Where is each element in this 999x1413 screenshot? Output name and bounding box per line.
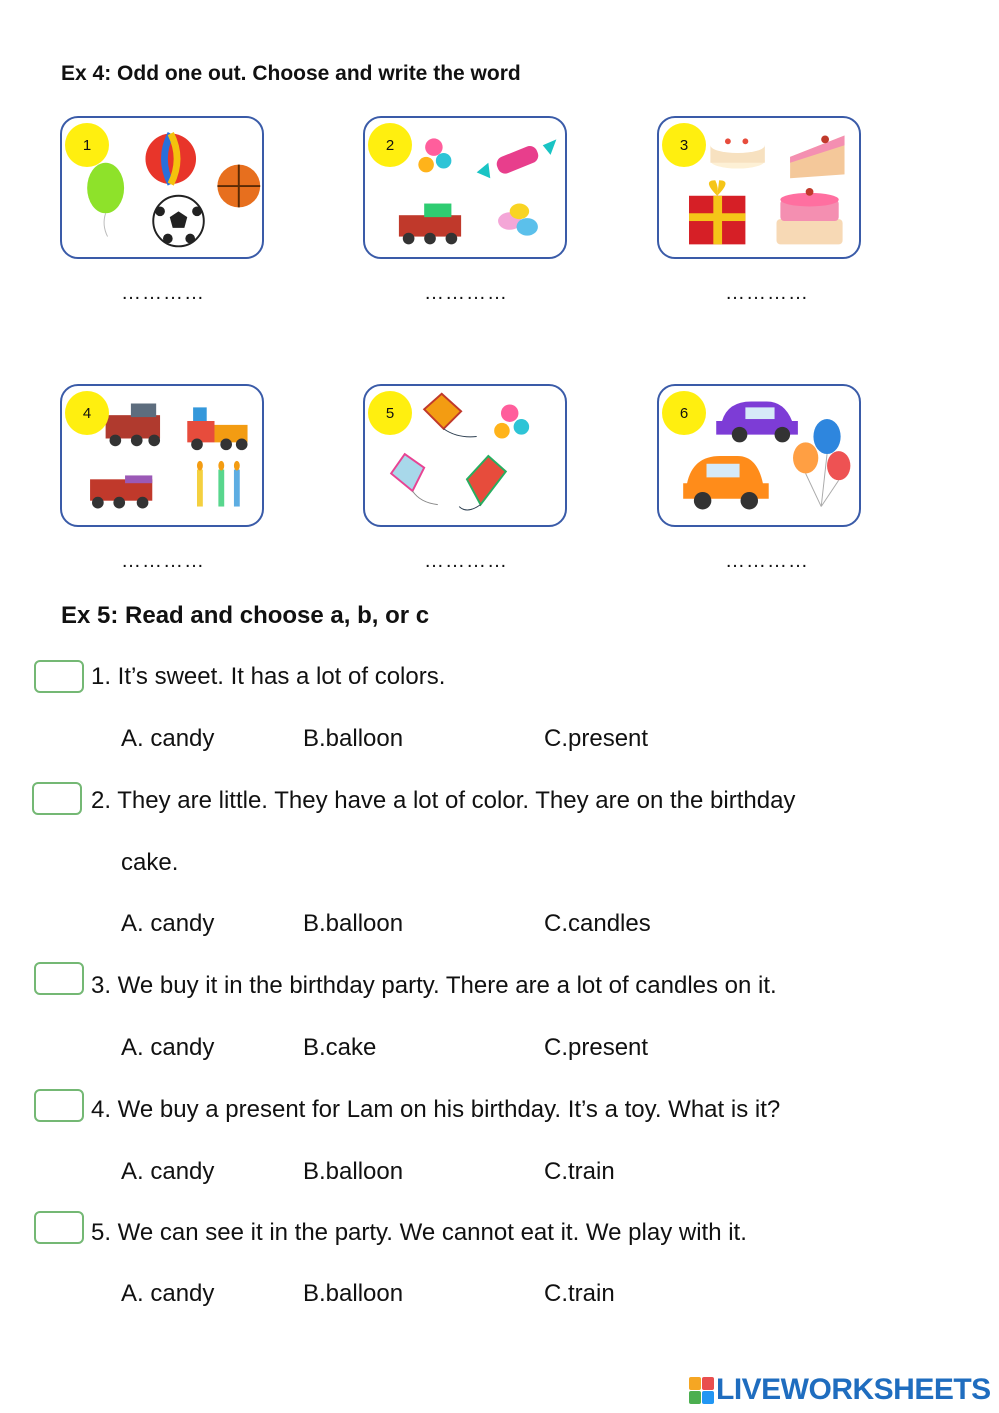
option-c: C.present [544,725,649,752]
cake-icon [710,137,764,168]
picture-card-4 [60,384,264,527]
option-b: B.balloon [303,910,404,937]
answer-box-3[interactable] [34,962,84,995]
kite-icon [459,456,506,510]
card-number-badge: 3 [662,123,706,167]
answer-blank-4[interactable]: ………… [121,550,205,572]
option-a: A. candy [121,1034,215,1061]
card-number-badge: 4 [65,391,109,435]
option-c: C.train [544,1280,615,1307]
cake-icon [776,188,842,244]
question-2-continuation: cake. [121,849,179,876]
logo-text: LIVEWORKSHEETS [716,1373,991,1406]
balloons-icon [793,419,850,506]
candy-icon [477,139,557,178]
football-icon [153,196,204,247]
option-a: A. candy [121,725,215,752]
option-c: C.present [544,1034,649,1061]
kite-icon [424,394,476,437]
liveworksheets-logo[interactable] [689,1372,991,1408]
option-b: B.cake [303,1034,377,1061]
kite-icon [391,454,438,505]
toy-train-icon [90,475,152,508]
candy-icon [418,138,451,172]
cake-slice-icon [790,135,844,178]
answer-box-4[interactable] [34,1089,84,1122]
option-a: A. candy [121,910,215,937]
toy-train-icon [106,403,160,446]
gift-icon [689,180,745,244]
question-1-text: 1. It’s sweet. It has a lot of colors. [91,663,446,690]
question-4-text: 4. We buy a present for Lam on his birthday. It’s a toy. What is it? [91,1096,781,1123]
exercise-5-title: Ex 5: Read and choose a, b, or c [61,602,430,629]
beach-ball-icon [145,134,196,185]
option-b: B.balloon [303,1158,404,1185]
option-a: A. candy [121,1158,215,1185]
candles-icon [197,461,240,507]
balloon-icon [87,163,124,237]
basketball-icon [217,165,260,208]
toy-train-icon [399,204,461,245]
picture-card-5 [363,384,567,527]
card-number-badge: 5 [368,391,412,435]
exercise-4-title: Ex 4: Odd one out. Choose and write the word [61,62,521,85]
answer-blank-1[interactable]: ………… [121,282,205,304]
answer-box-1[interactable] [34,660,84,693]
answer-blank-6[interactable]: ………… [725,550,809,572]
question-2-text: 2. They are little. They have a lot of color. They are on the birthday [91,787,796,814]
candy-icon [498,204,538,236]
card-number-badge: 6 [662,391,706,435]
answer-blank-3[interactable]: ………… [725,282,809,304]
picture-card-1 [60,116,264,259]
option-b: B.balloon [303,1280,404,1307]
picture-card-3 [657,116,861,259]
question-5-text: 5. We can see it in the party. We cannot eat it. We play with it. [91,1219,747,1246]
option-b: B.balloon [303,725,404,752]
card-number-badge: 2 [368,123,412,167]
card-number-badge: 1 [65,123,109,167]
option-c: C.train [544,1158,615,1185]
logo-mark-icon [689,1377,713,1403]
toy-car-icon [683,456,769,509]
answer-box-2[interactable] [32,782,82,815]
option-a: A. candy [121,1280,215,1307]
toy-car-icon [716,402,798,443]
candy-icon [494,404,529,438]
question-3-text: 3. We buy it in the birthday party. There are a lot of candles on it. [91,972,777,999]
option-c: C.candles [544,910,651,937]
answer-blank-2[interactable]: ………… [424,282,508,304]
answer-box-5[interactable] [34,1211,84,1244]
toy-train-icon [187,407,247,450]
picture-card-2 [363,116,567,259]
picture-card-6 [657,384,861,527]
answer-blank-5[interactable]: ………… [424,550,508,572]
